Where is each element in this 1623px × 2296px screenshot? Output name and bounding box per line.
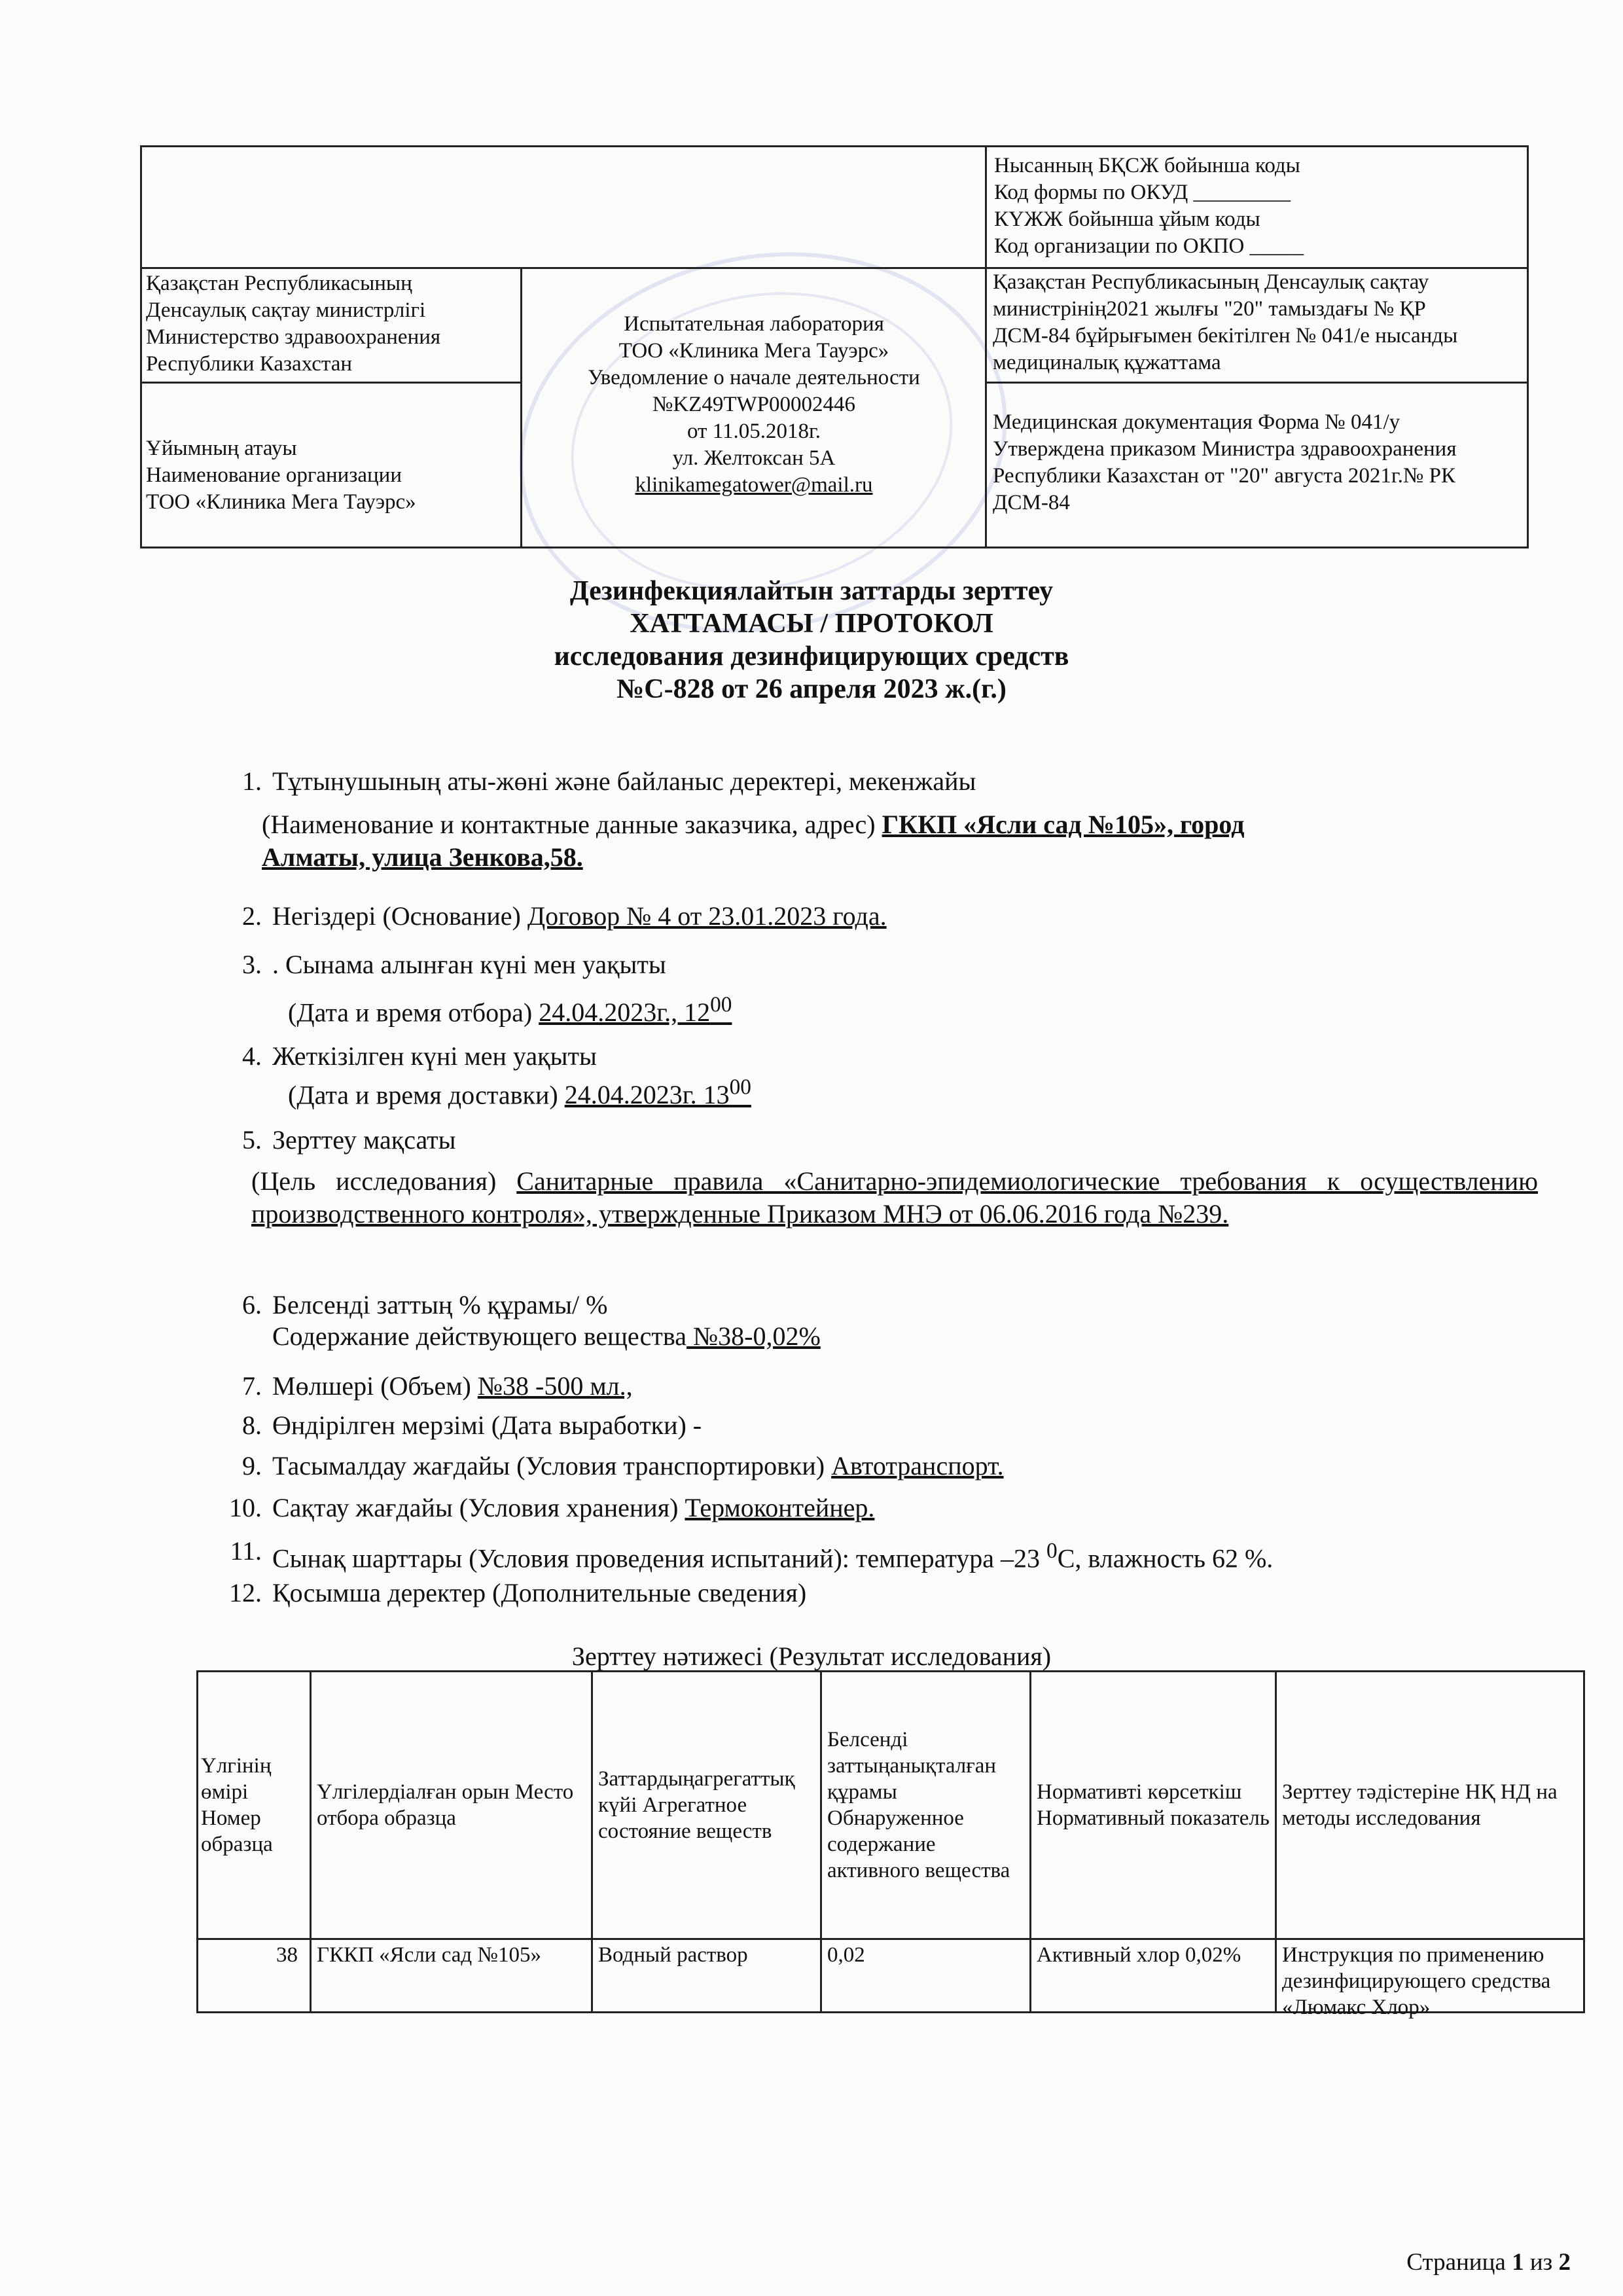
item-number: 3. [242, 950, 262, 979]
results-cell-content: 0,02 [827, 1943, 865, 1967]
header-table [140, 145, 1529, 548]
lab-line: ул. Желтоксан 5А [672, 446, 836, 470]
code-line: Код организации по ОКПО _____ [994, 234, 1304, 258]
kz-doc-line: министрінің2021 жылғы "20" тамыздағы № ҚР [993, 297, 1426, 321]
item-number: 11. [230, 1536, 262, 1566]
results-cell-sample-number: 38 [276, 1943, 298, 1967]
results-cell-norm: Активный хлор 0,02% [1037, 1943, 1241, 1967]
item-number: 12. [229, 1578, 262, 1607]
item-label: . Сынама алынған күні мен уақыты [272, 950, 666, 979]
customer-address: Алматы, улица Зенкова,58. [262, 842, 583, 872]
customer-value: ГККП «Ясли сад №105», город [882, 810, 1245, 839]
conditions-value: С, влажность 62 %. [1057, 1543, 1274, 1573]
lab-line: ТОО «Клиника Мега Тауэрс» [618, 339, 889, 363]
volume-value: №38 -500 мл., [477, 1371, 633, 1401]
code-line: КҮЖЖ бойынша ұйым коды [994, 207, 1260, 231]
results-header-cell: Заттардыңагрегаттық күйі Агрегатное состояние веществ [598, 1767, 795, 1843]
page-prefix: Страница [1406, 2249, 1512, 2276]
title-line: ХАТТАМАСЫ / ПРОТОКОЛ [630, 609, 993, 639]
item-number: 6. [242, 1290, 262, 1319]
results-header-cell: Белсенді заттыңанықталған құрамы Обнаруженное содержание активного вещества [827, 1728, 1010, 1882]
item-number: 4. [242, 1041, 262, 1071]
results-cell-state: Водный раствор [598, 1943, 748, 1967]
purpose-value: Санитарные правила «Санитарно-эпидемиологические требования к осуществлению производственного контроля», утвержденные Приказом МНЭ от 06.06.2016 года №239. [251, 1166, 1538, 1229]
code-line: Нысанның БҚСЖ бойынша коды [994, 154, 1300, 177]
lab-line: Испытательная лаборатория [624, 312, 884, 336]
org-line: Наименование организации [146, 463, 402, 487]
kz-doc-line: Қазақстан Республикасының Денсаулық сақтау [993, 270, 1429, 294]
title-line: №С-828 от 26 апреля 2023 ж.(г.) [616, 674, 1007, 704]
item-number: 10. [229, 1493, 262, 1522]
lab-block [522, 311, 986, 499]
title-line: исследования дезинфицирующих средств [554, 641, 1069, 672]
current-page: 1 [1512, 2249, 1524, 2276]
item-number: 7. [242, 1371, 262, 1401]
item-number: 1. [242, 766, 262, 796]
kz-doc-line: медициналық құжаттама [993, 351, 1221, 374]
ministry-line: Министерство здравоохранения [146, 325, 441, 349]
results-cell-method: Инструкция по применению дезинфицирующего средства «Люмакс Хлор» [1282, 1943, 1551, 2019]
sampling-value: 24.04.2023г., 12 [539, 997, 711, 1028]
transport-value: Автотранспорт. [831, 1451, 1004, 1480]
basis-value: Договор № 4 от 23.01.2023 года. [527, 901, 887, 931]
results-header-line [198, 1938, 1583, 1940]
active-substance-value: №38-0,02% [687, 1321, 821, 1351]
results-header-cell: Үлгінің өмірі Номер образца [201, 1754, 273, 1856]
ministry-line: Денсаулық сақтау министрлігі [146, 298, 426, 322]
item-label: Тұтынушының аты-жөні және байланыс деректері, мекенжайы [272, 766, 976, 796]
item-label: Негіздері (Основание) [272, 901, 527, 931]
protocol-title [0, 575, 1623, 706]
item-label: Өндірілген мерзімі (Дата выработки) - [272, 1410, 702, 1440]
item-customer-line [262, 809, 1538, 840]
storage-value: Термоконтейнер. [685, 1493, 875, 1522]
form-codes [986, 152, 1523, 260]
item-label: Қосымша деректер (Дополнительные сведения) [272, 1578, 807, 1607]
item-label: Сынақ шарттары (Условия проведения испытаний): температура –23 [272, 1543, 1047, 1573]
results-cell-place: ГККП «Ясли сад №105» [317, 1943, 541, 1967]
ru-doc-block [986, 409, 1529, 516]
ministry-line: Қазақстан Республикасының [146, 272, 412, 295]
org-line: ТОО «Клиника Мега Тауэрс» [146, 490, 416, 514]
results-table [196, 1670, 1585, 2019]
results-title: Зерттеу нәтижесі (Результат исследования) [571, 1641, 1052, 1671]
delivery-value: 24.04.2023г. 13 [564, 1080, 730, 1110]
item-label-ru: (Наименование и контактные данные заказчика, адрес) [262, 810, 882, 839]
ministry-block [142, 270, 522, 378]
ministry-line: Республики Казахстан [146, 352, 353, 376]
ru-doc-line: Медицинская документация Форма № 041/у [993, 410, 1400, 434]
ru-doc-line: ДСМ-84 [993, 491, 1070, 514]
code-line: Код формы по ОКУД _________ [994, 181, 1291, 204]
sampling-minutes: 00 [710, 993, 732, 1017]
item-label: Жеткізілген күні мен уақыты [272, 1041, 597, 1071]
item-number: 9. [242, 1451, 262, 1480]
item-label: Сақтау жағдайы (Условия хранения) [272, 1493, 685, 1522]
lab-line: Уведомление о начале деятельности [588, 366, 920, 389]
item-number: 5. [242, 1125, 262, 1155]
lab-email-link[interactable]: klinikamegatower@mail.ru [635, 473, 873, 497]
title-line: Дезинфекциялайтын заттарды зерттеу [569, 576, 1054, 606]
header-row-line-right [985, 382, 1527, 384]
results-header-cell: Үлгілердіалған орын Место отбора образца [317, 1780, 574, 1830]
results-header-cell: Нормативті көрсеткіш Нормативный показатель [1037, 1780, 1270, 1830]
delivery-minutes: 00 [729, 1075, 751, 1100]
results-header-cell: Зерттеу тәдістеріне НҚ НД на методы исследования [1282, 1780, 1558, 1830]
org-line: Ұйымның атауы [146, 437, 297, 460]
item-number: 8. [242, 1410, 262, 1440]
item-label: Белсенді заттың % құрамы/ % [272, 1290, 608, 1319]
ru-doc-line: Утверждена приказом Министра здравоохранения [993, 437, 1457, 461]
lab-line: от 11.05.2018г. [687, 420, 821, 443]
kz-doc-line: ДСМ-84 бұйрығымен бекітілген № 041/е нысанды [993, 324, 1458, 348]
item-label-ru: (Цель исследования) [251, 1166, 517, 1196]
lab-line: №KZ49TWP00002446 [652, 393, 856, 416]
item-label-ru: (Дата и время отбора) [288, 997, 539, 1028]
item-label: Тасымалдау жағдайы (Условия транспортировки) [272, 1451, 832, 1480]
item-label-ru: Содержание действующего вещества [272, 1321, 687, 1351]
header-row-line-left [142, 382, 520, 384]
item-number: 2. [242, 901, 262, 931]
item-label: Мөлшері (Объем) [272, 1371, 478, 1401]
item-label-ru: (Дата и время доставки) [288, 1080, 565, 1110]
item-label: Зерттеу мақсаты [272, 1125, 456, 1155]
degree-mark: 0 [1046, 1539, 1058, 1563]
page-of: из [1524, 2249, 1559, 2276]
page-number [1406, 2248, 1571, 2276]
kz-doc-block [986, 269, 1529, 376]
ru-doc-line: Республики Казахстан от "20" августа 2021г.№ РК [993, 464, 1456, 488]
total-pages: 2 [1558, 2249, 1571, 2276]
org-block [142, 435, 522, 516]
